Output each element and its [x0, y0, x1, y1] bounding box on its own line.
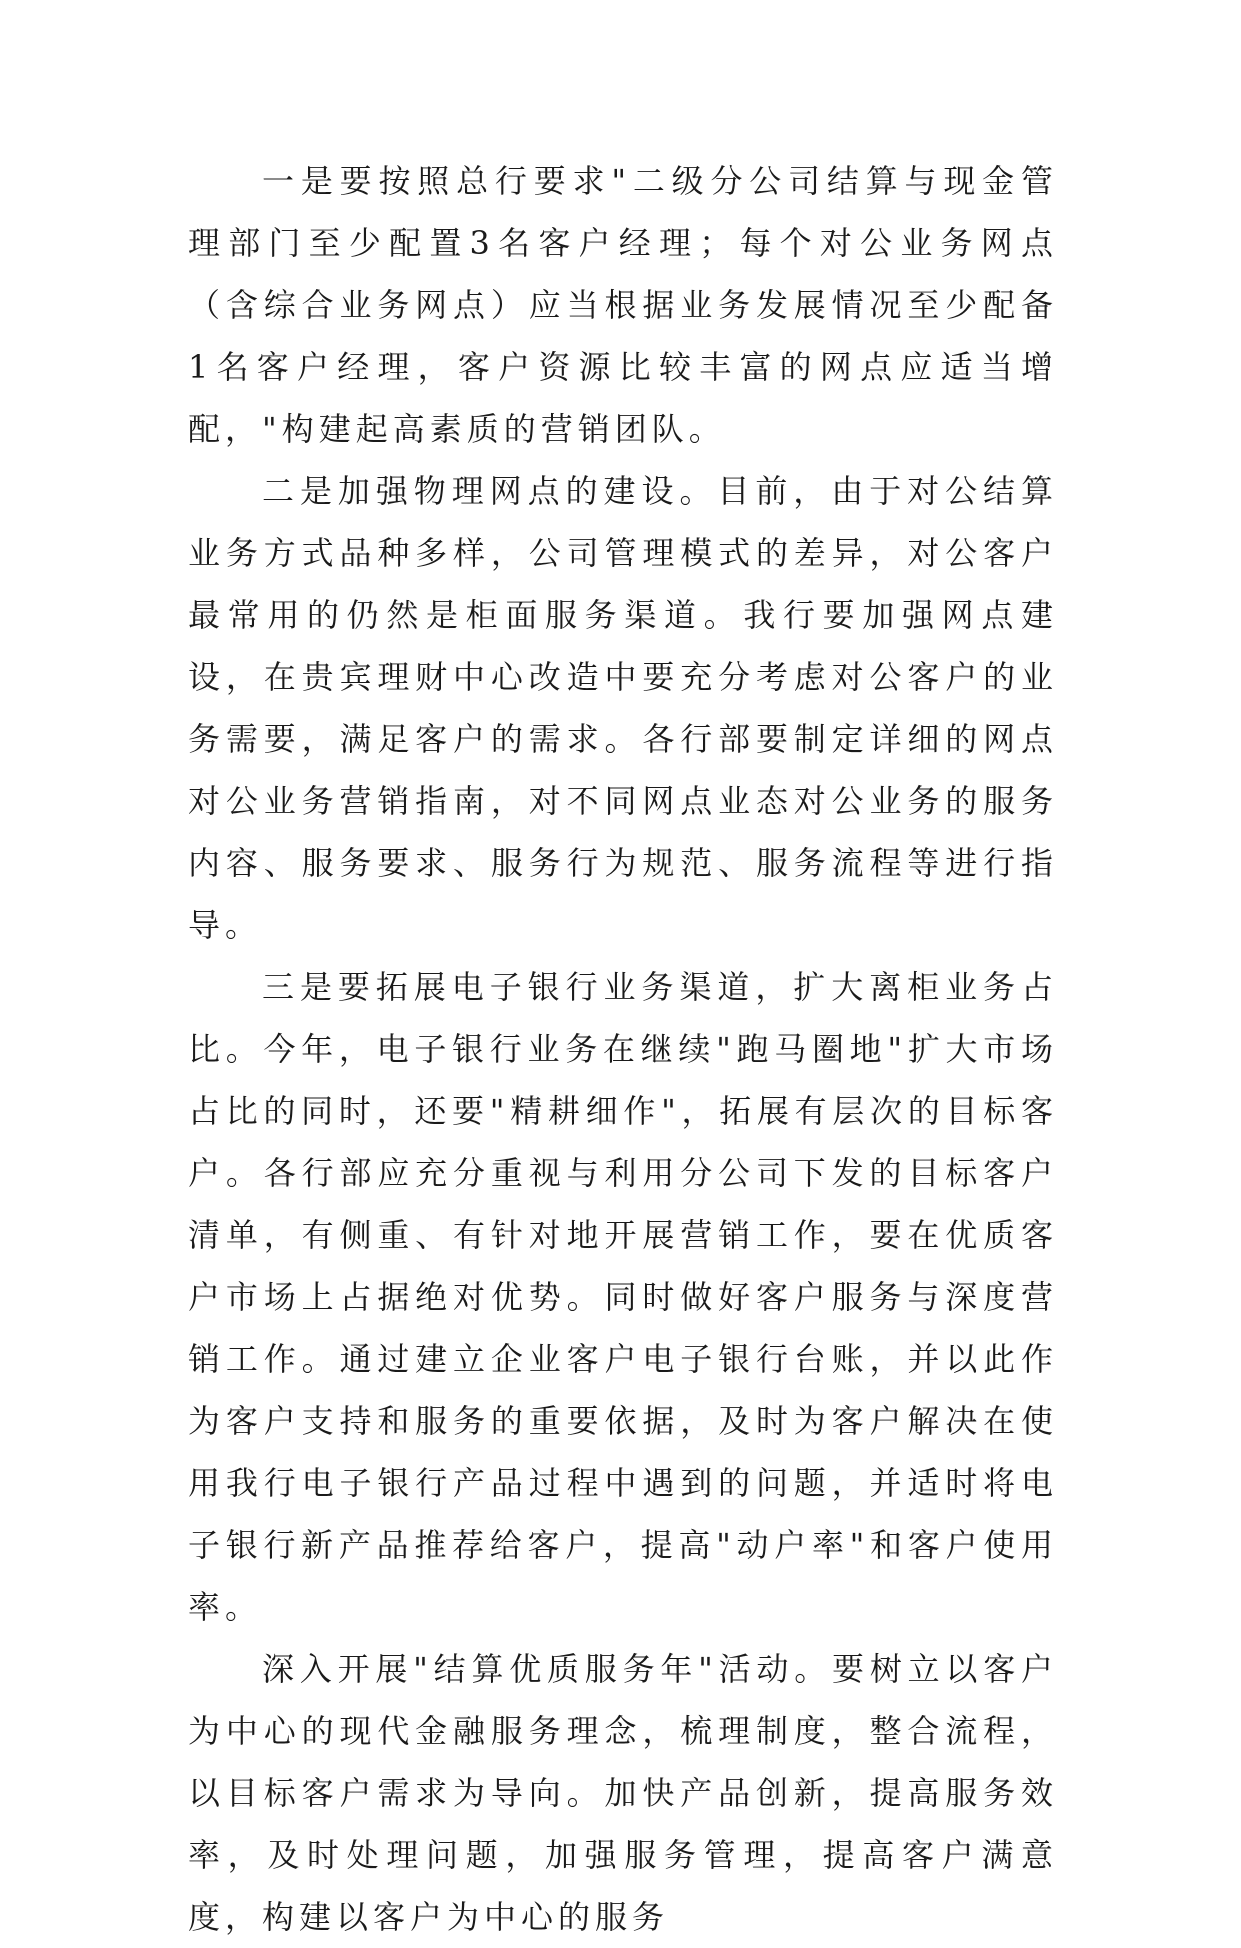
paragraph-2: 二是加强物理网点的建设。目前，由于对公结算业务方式品种多样，公司管理模式的差异，对公客户最常用的仍然是柜面服务渠道。我行要加强网点建设，在贵宾理财中心改造中要充分考虑对公客户的业务需要，满足客户的需求。各行部要制定详细的网点对公业务营销指南，对不同网点业态对公业务的服务内容、服务要求、服务行为规范、服务流程等进行指导。 — [188, 472, 1058, 944]
paragraph-3: 三是要拓展电子银行业务渠道，扩大离柜业务占比。今年，电子银行业务在继续"跑马圈地"扩大市场占比的同时，还要"精耕细作"，拓展有层次的目标客户。各行部应充分重视与利用分公司下发的目标客户清单，有侧重、有针对地开展营销工作，要在优质客户市场上占据绝对优势。同时做好客户服务与深度营销工作。通过建立企业客户电子银行台账，并以此作为客户支持和服务的重要依据，及时为客户解决在使用我行电子银行产品过程中遇到的问题，并适时将电子银行新产品推荐给客户，提高"动户率"和客户使用率。 — [188, 968, 1058, 1626]
paragraph-4: 深入开展"结算优质服务年"活动。要树立以客户为中心的现代金融服务理念，梳理制度，整合流程，以目标客户需求为导向。加快产品创新，提高服务效率，及时处理问题，加强服务管理，提高客户满意度，构建以客户为中心的服务 — [188, 1650, 1058, 1936]
document-body — [188, 150, 1058, 1948]
paragraph-1: 一是要按照总行要求"二级分公司结算与现金管理部门至少配置3名客户经理；每个对公业务网点（含综合业务网点）应当根据业务发展情况至少配备1名客户经理，客户资源比较丰富的网点应适当增配，"构建起高素质的营销团队。 — [188, 162, 1058, 448]
